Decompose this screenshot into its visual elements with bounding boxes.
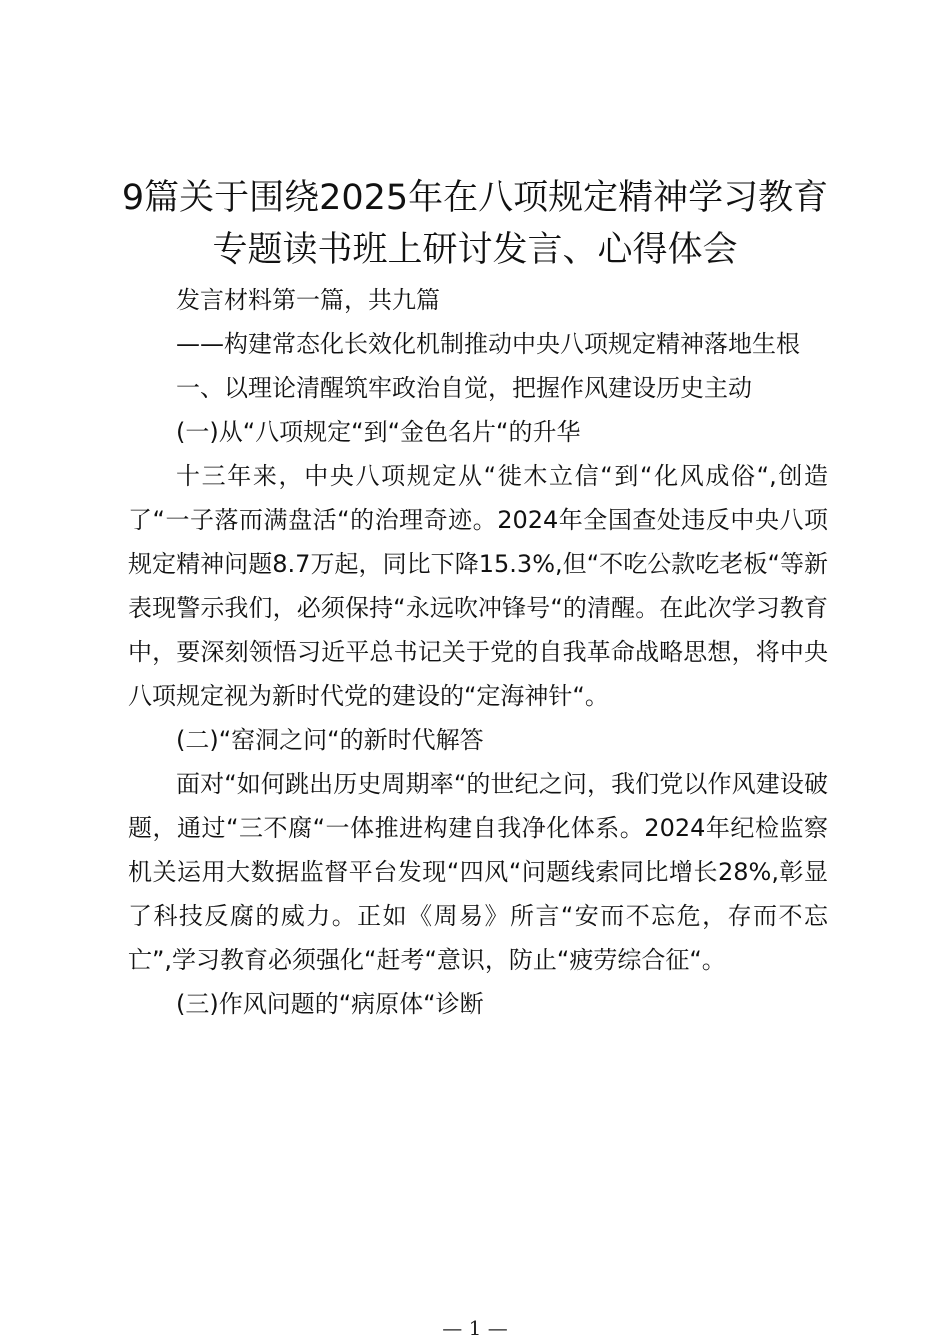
paragraph-body-1: 十三年来，中央八项规定从“徙木立信“到“化风成俗“,创造了“一子落而满盘活“的治理奇迹。2024年全国查处违反中央八项规定精神问题8.7万起，同比下降15.3%,但“不吃公款吃老板“等新表现警示我们，必须保持“永远吹冲锋号“的清醒。在此次学习教育中，要深刻领悟习近平总书记关于党的自我革命战略思想，将中央八项规定视为新时代党的建设的“定海神针“。 — [128, 462, 828, 710]
paragraph-subtitle: ——构建常态化长效化机制推动中央八项规定精神落地生根 — [176, 330, 800, 358]
subsection-heading-1: (一)从“八项规定“到“金色名片“的升华 — [176, 418, 581, 446]
section-heading-1: 一、以理论清醒筑牢政治自觉，把握作风建设历史主动 — [176, 374, 752, 402]
subsection-heading-3: (三)作风问题的“病原体“诊断 — [176, 990, 484, 1018]
page-number: — 1 — — [442, 1316, 508, 1340]
document-body — [128, 278, 828, 1026]
subsection-heading-2: (二)“窑洞之问“的新时代解答 — [176, 726, 484, 754]
paragraph-series-note: 发言材料第一篇，共九篇 — [176, 286, 440, 314]
paragraph-body-2: 面对“如何跳出历史周期率“的世纪之问，我们党以作风建设破题，通过“三不腐“一体推进构建自我净化体系。2024年纪检监察机关运用大数据监督平台发现“四风“问题线索同比增长28%,彰显了科技反腐的威力。正如《周易》所言“安而不忘危，存而不忘亡”,学习教育必须强化“赶考“意识，防止“疲劳综合征“。 — [128, 770, 828, 974]
document-title: 9篇关于围绕2025年在八项规定精神学习教育专题读书班上研讨发言、心得体会 — [121, 178, 829, 270]
